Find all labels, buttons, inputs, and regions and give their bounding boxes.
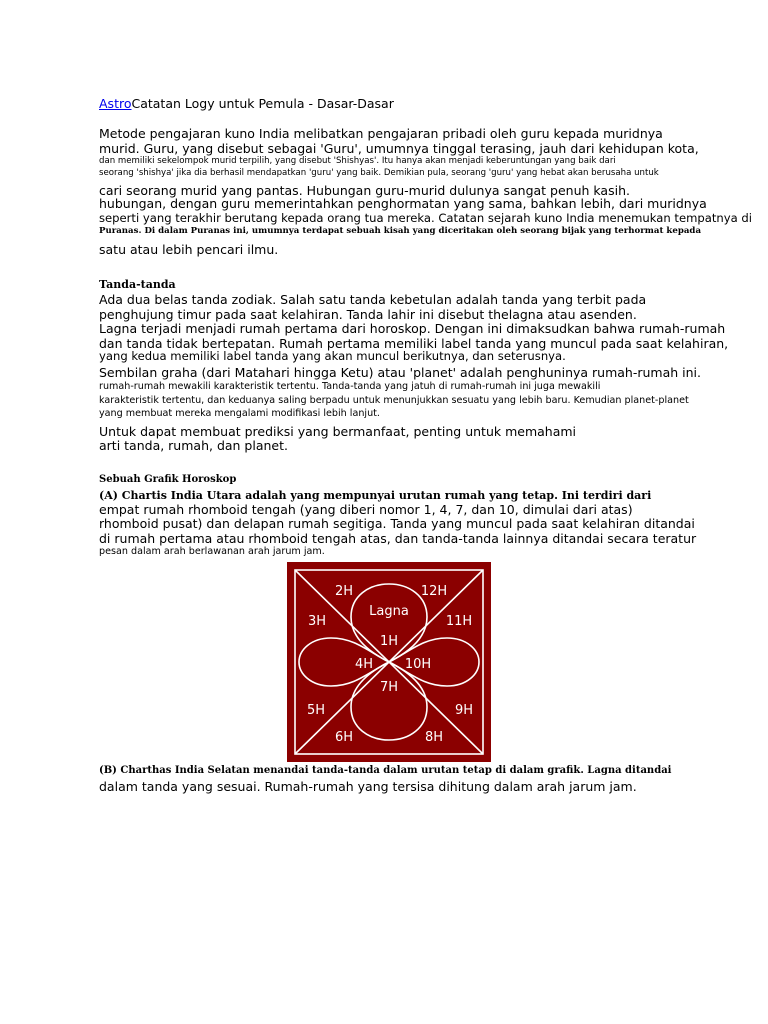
signs-line-6: Sembilan graha (dari Matahari hingga Ketu) atau 'planet' adalah penghuninya rumah-rumah ini.	[99, 365, 701, 380]
signs-line-11: arti tanda, rumah, dan planet.	[99, 438, 288, 453]
intro-line-7: seperti yang terakhir berutang kepada orang tua mereka. Catatan sejarah kuno India menemukan tempatnya di	[99, 211, 752, 225]
signs-line-2: penghujung timur pada saat kelahiran. Tanda lahir ini disebut thelagna atau asenden.	[99, 307, 637, 322]
house-9-label: 9H	[454, 703, 474, 718]
chart-line-4: di rumah pertama atau rhomboid tengah atas, dan tanda-tanda lainnya ditandai secara teratur	[99, 531, 697, 546]
house-12-label: 12H	[420, 584, 448, 599]
house-7-label: 7H	[379, 680, 399, 695]
signs-line-3: Lagna terjadi menjadi rumah pertama dari horoskop. Dengan ini dimaksudkan bahwa rumah-rumah	[99, 321, 726, 336]
astro-link[interactable]: Astro	[99, 96, 132, 111]
intro-line-1: Metode pengajaran kuno India melibatkan pengajaran pribadi oleh guru kepada muridnya	[99, 126, 663, 141]
signs-line-8: karakteristik tertentu, dan keduanya saling berpadu untuk menunjukkan sesuatu yang lebih baru. Kemudian planet-planet	[99, 395, 689, 406]
south-line-2: dalam tanda yang sesuai. Rumah-rumah yang tersisa dihitung dalam arah jarum jam.	[99, 779, 637, 794]
house-3-label: 3H	[307, 614, 327, 629]
signs-line-7: rumah-rumah mewakili karakteristik tertentu. Tanda-tanda yang jatuh di rumah-rumah ini juga mewakili	[99, 381, 601, 392]
intro-line-5: cari seorang murid yang pantas. Hubungan guru-murid dulunya sangat penuh kasih.	[99, 183, 630, 198]
chart-line-2: empat rumah rhomboid tengah (yang diberi nomor 1, 4, 7, dan 10, dimulai dari atas)	[99, 502, 633, 517]
chart-line-1: (A) Chartis India Utara adalah yang mempunyai urutan rumah yang tetap. Ini terdiri dari	[99, 489, 652, 502]
signs-line-5: yang kedua memiliki label tanda yang akan muncul berikutnya, dan seterusnya.	[99, 349, 566, 363]
intro-line-8: Puranas. Di dalam Puranas ini, umumnya terdapat sebuah kisah yang diceritakan oleh seorang bijak yang terhormat kepada	[99, 226, 702, 236]
south-line-1: (B) Charthas India Selatan menandai tanda-tanda dalam urutan tetap di dalam grafik. Lagna ditandai	[99, 765, 672, 776]
intro-line-2: murid. Guru, yang disebut sebagai 'Guru', umumnya tinggal terasing, jauh dari kehidupan kota,	[99, 141, 699, 156]
intro-line-9: satu atau lebih pencari ilmu.	[99, 242, 279, 257]
signs-line-10: Untuk dapat membuat prediksi yang bermanfaat, penting untuk memahami	[99, 424, 577, 439]
house-4-label: 4H	[354, 657, 374, 672]
house-2-label: 2H	[334, 584, 354, 599]
house-8-label: 8H	[424, 730, 444, 745]
page-title-text: Catatan Logy untuk Pemula - Dasar-Dasar	[131, 96, 394, 111]
house-1-label: 1H	[379, 634, 399, 649]
house-11-label: 11H	[445, 614, 473, 629]
house-6-label: 6H	[334, 730, 354, 745]
signs-line-9: yang membuat mereka mengalami modifikasi lebih lanjut.	[99, 408, 380, 419]
north-indian-horoscope-chart	[287, 562, 491, 762]
signs-line-4: dan tanda tidak bertepatan. Rumah pertama memiliki label tanda yang muncul pada saat kelahiran,	[99, 336, 729, 351]
chart-line-5: pesan dalam arah berlawanan arah jarum jam.	[99, 546, 325, 557]
signs-heading: Tanda-tanda	[99, 278, 176, 291]
intro-line-3: dan memiliki sekelompok murid terpilih, yang disebut 'Shishyas'. Itu hanya akan menjadi keberuntungan yang baik dari	[99, 156, 616, 166]
intro-line-4: seorang 'shishya' jika dia berhasil mendapatkan 'guru' yang baik. Demikian pula, seorang 'guru' yang hebat akan berusaha untuk	[99, 168, 659, 178]
house-10-label: 10H	[404, 657, 432, 672]
house-5-label: 5H	[306, 703, 326, 718]
chart-line-3: rhomboid pusat) dan delapan rumah segitiga. Tanda yang muncul pada saat kelahiran ditandai	[99, 516, 695, 531]
page-title	[99, 96, 394, 111]
chart-heading: Sebuah Grafik Horoskop	[99, 474, 237, 485]
intro-line-6: hubungan, dengan guru memerintahkan penghormatan yang sama, bahkan lebih, dari muridnya	[99, 196, 707, 211]
signs-line-1: Ada dua belas tanda zodiak. Salah satu tanda kebetulan adalah tanda yang terbit pada	[99, 292, 647, 307]
lagna-label: Lagna	[369, 604, 409, 619]
